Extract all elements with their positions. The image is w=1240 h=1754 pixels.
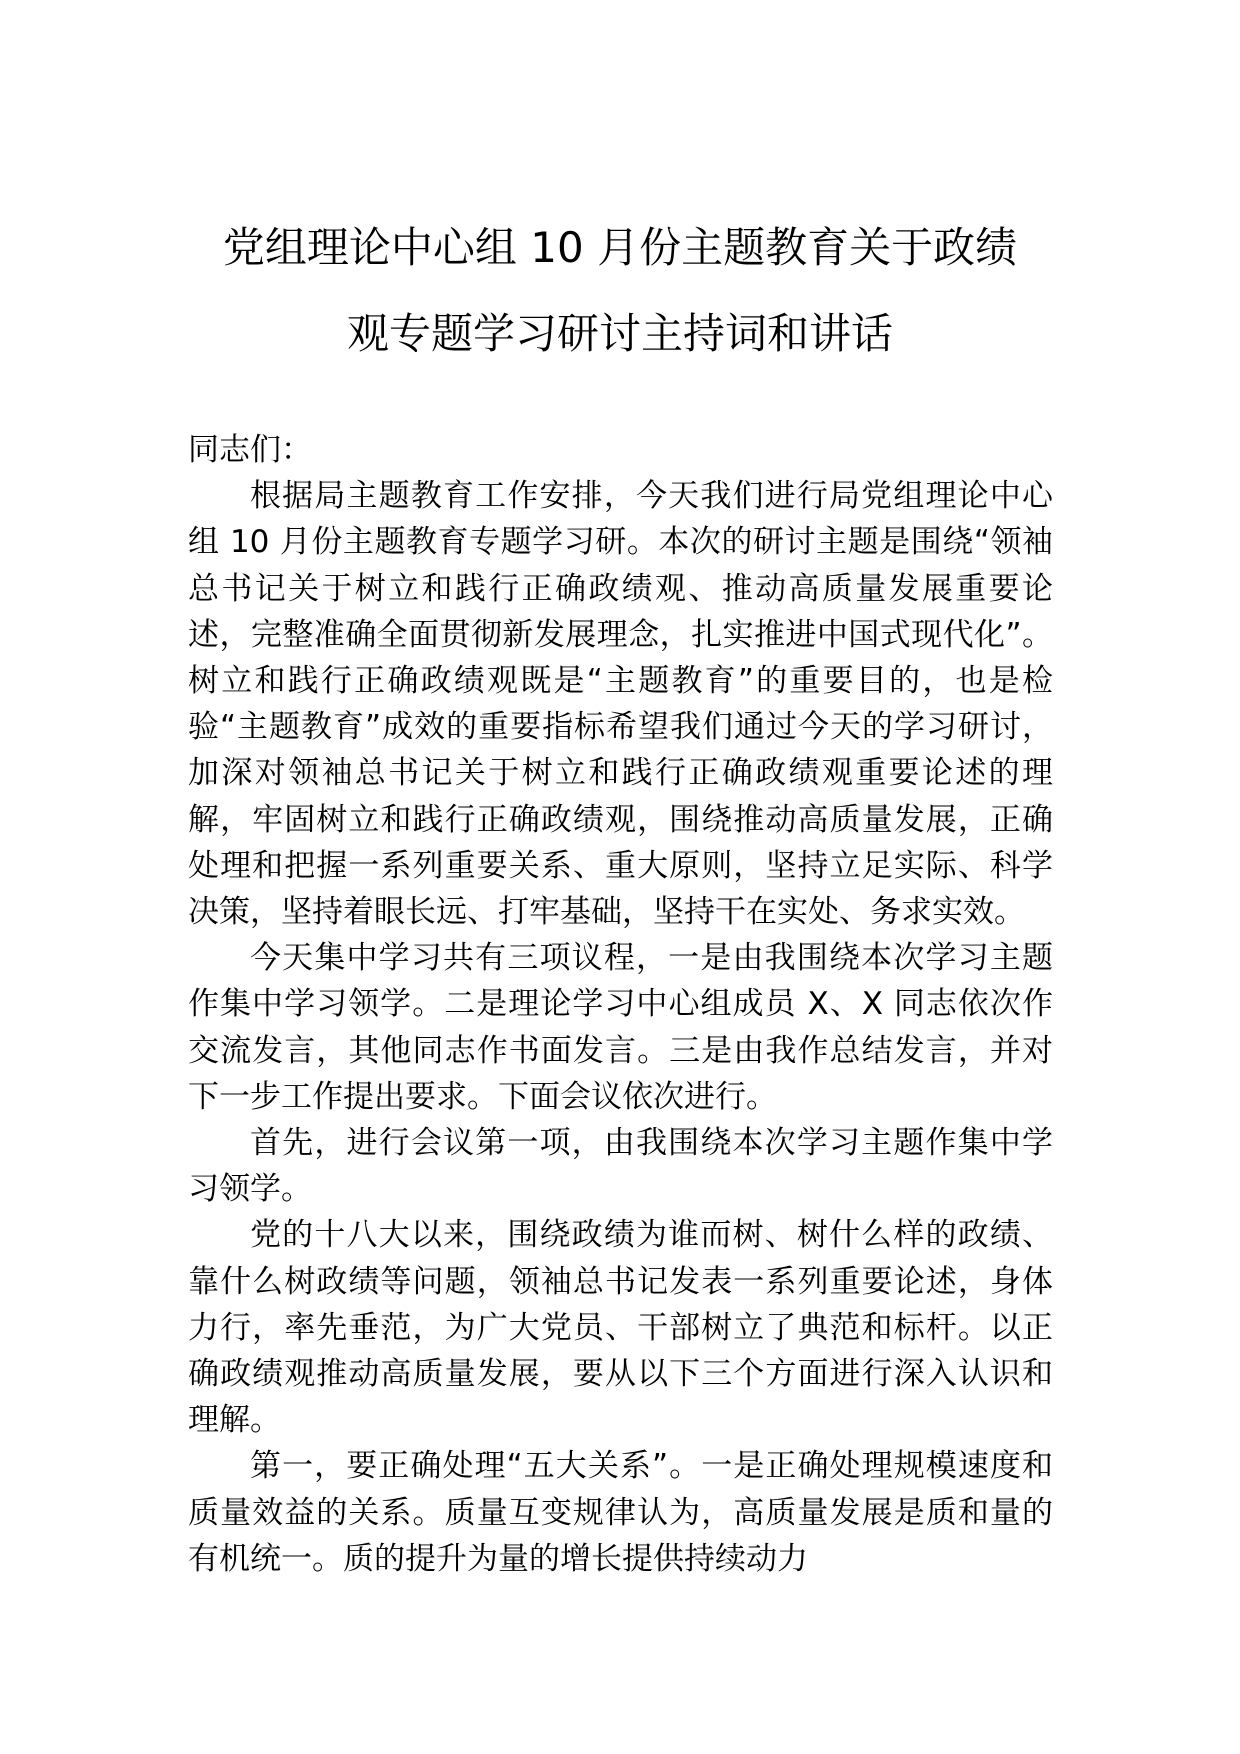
title-line-1: 党组理论中心组 10 月份主题教育关于政绩 bbox=[222, 223, 1018, 272]
title-line-2: 观专题学习研讨主持词和讲话 bbox=[346, 309, 893, 358]
paragraph-3: 首先，进行会议第一项，由我围绕本次学习主题作集中学习领学。 bbox=[188, 1125, 1053, 1208]
paragraph-2: 今天集中学习共有三项议程，一是由我围绕本次学习主题作集中学习领学。二是理论学习中心组成员 X、X 同志依次作交流发言，其他同志作书面发言。三是由我作总结发言，并对下一步工作提出要求。下面会议依次进行。 bbox=[188, 940, 1053, 1115]
salutation: 同志们： bbox=[188, 432, 312, 468]
paragraph-1: 根据局主题教育工作安排，今天我们进行局党组理论中心组 10 月份主题教育专题学习研。本次的研讨主题是围绕“领袖总书记关于树立和践行正确政绩观、推动高质量发展重要论述，完整准确全面贯彻新发展理念，扎实推进中国式现代化”。树立和践行正确政绩观既是“主题教育”的重要目的，也是检验“主题教育”成效的重要指标希望我们通过今天的学习研讨，加深对领袖总书记关于树立和践行正确政绩观重要论述的理解，牢固树立和践行正确政绩观，围绕推动高质量发展，正确处理和把握一系列重要关系、重大原则，坚持立足实际、科学决策，坚持着眼长远、打牢基础，坚持干在实处、务求实效。 bbox=[188, 478, 1053, 931]
paragraph-5: 第一，要正确处理“五大关系”。一是正确处理规模速度和质量效益的关系。质量互变规律认为，高质量发展是质和量的有机统一。质的提升为量的增长提供持续动力 bbox=[188, 1448, 1053, 1577]
document-title bbox=[150, 205, 1090, 377]
paragraph-4: 党的十八大以来，围绕政绩为谁而树、树什么样的政绩、靠什么树政绩等问题，领袖总书记发表一系列重要论述，身体力行，率先垂范，为广大党员、干部树立了典范和标杆。以正确政绩观推动高质量发展，要从以下三个方面进行深入认识和理解。 bbox=[188, 1217, 1053, 1439]
document-body bbox=[188, 427, 1053, 1582]
